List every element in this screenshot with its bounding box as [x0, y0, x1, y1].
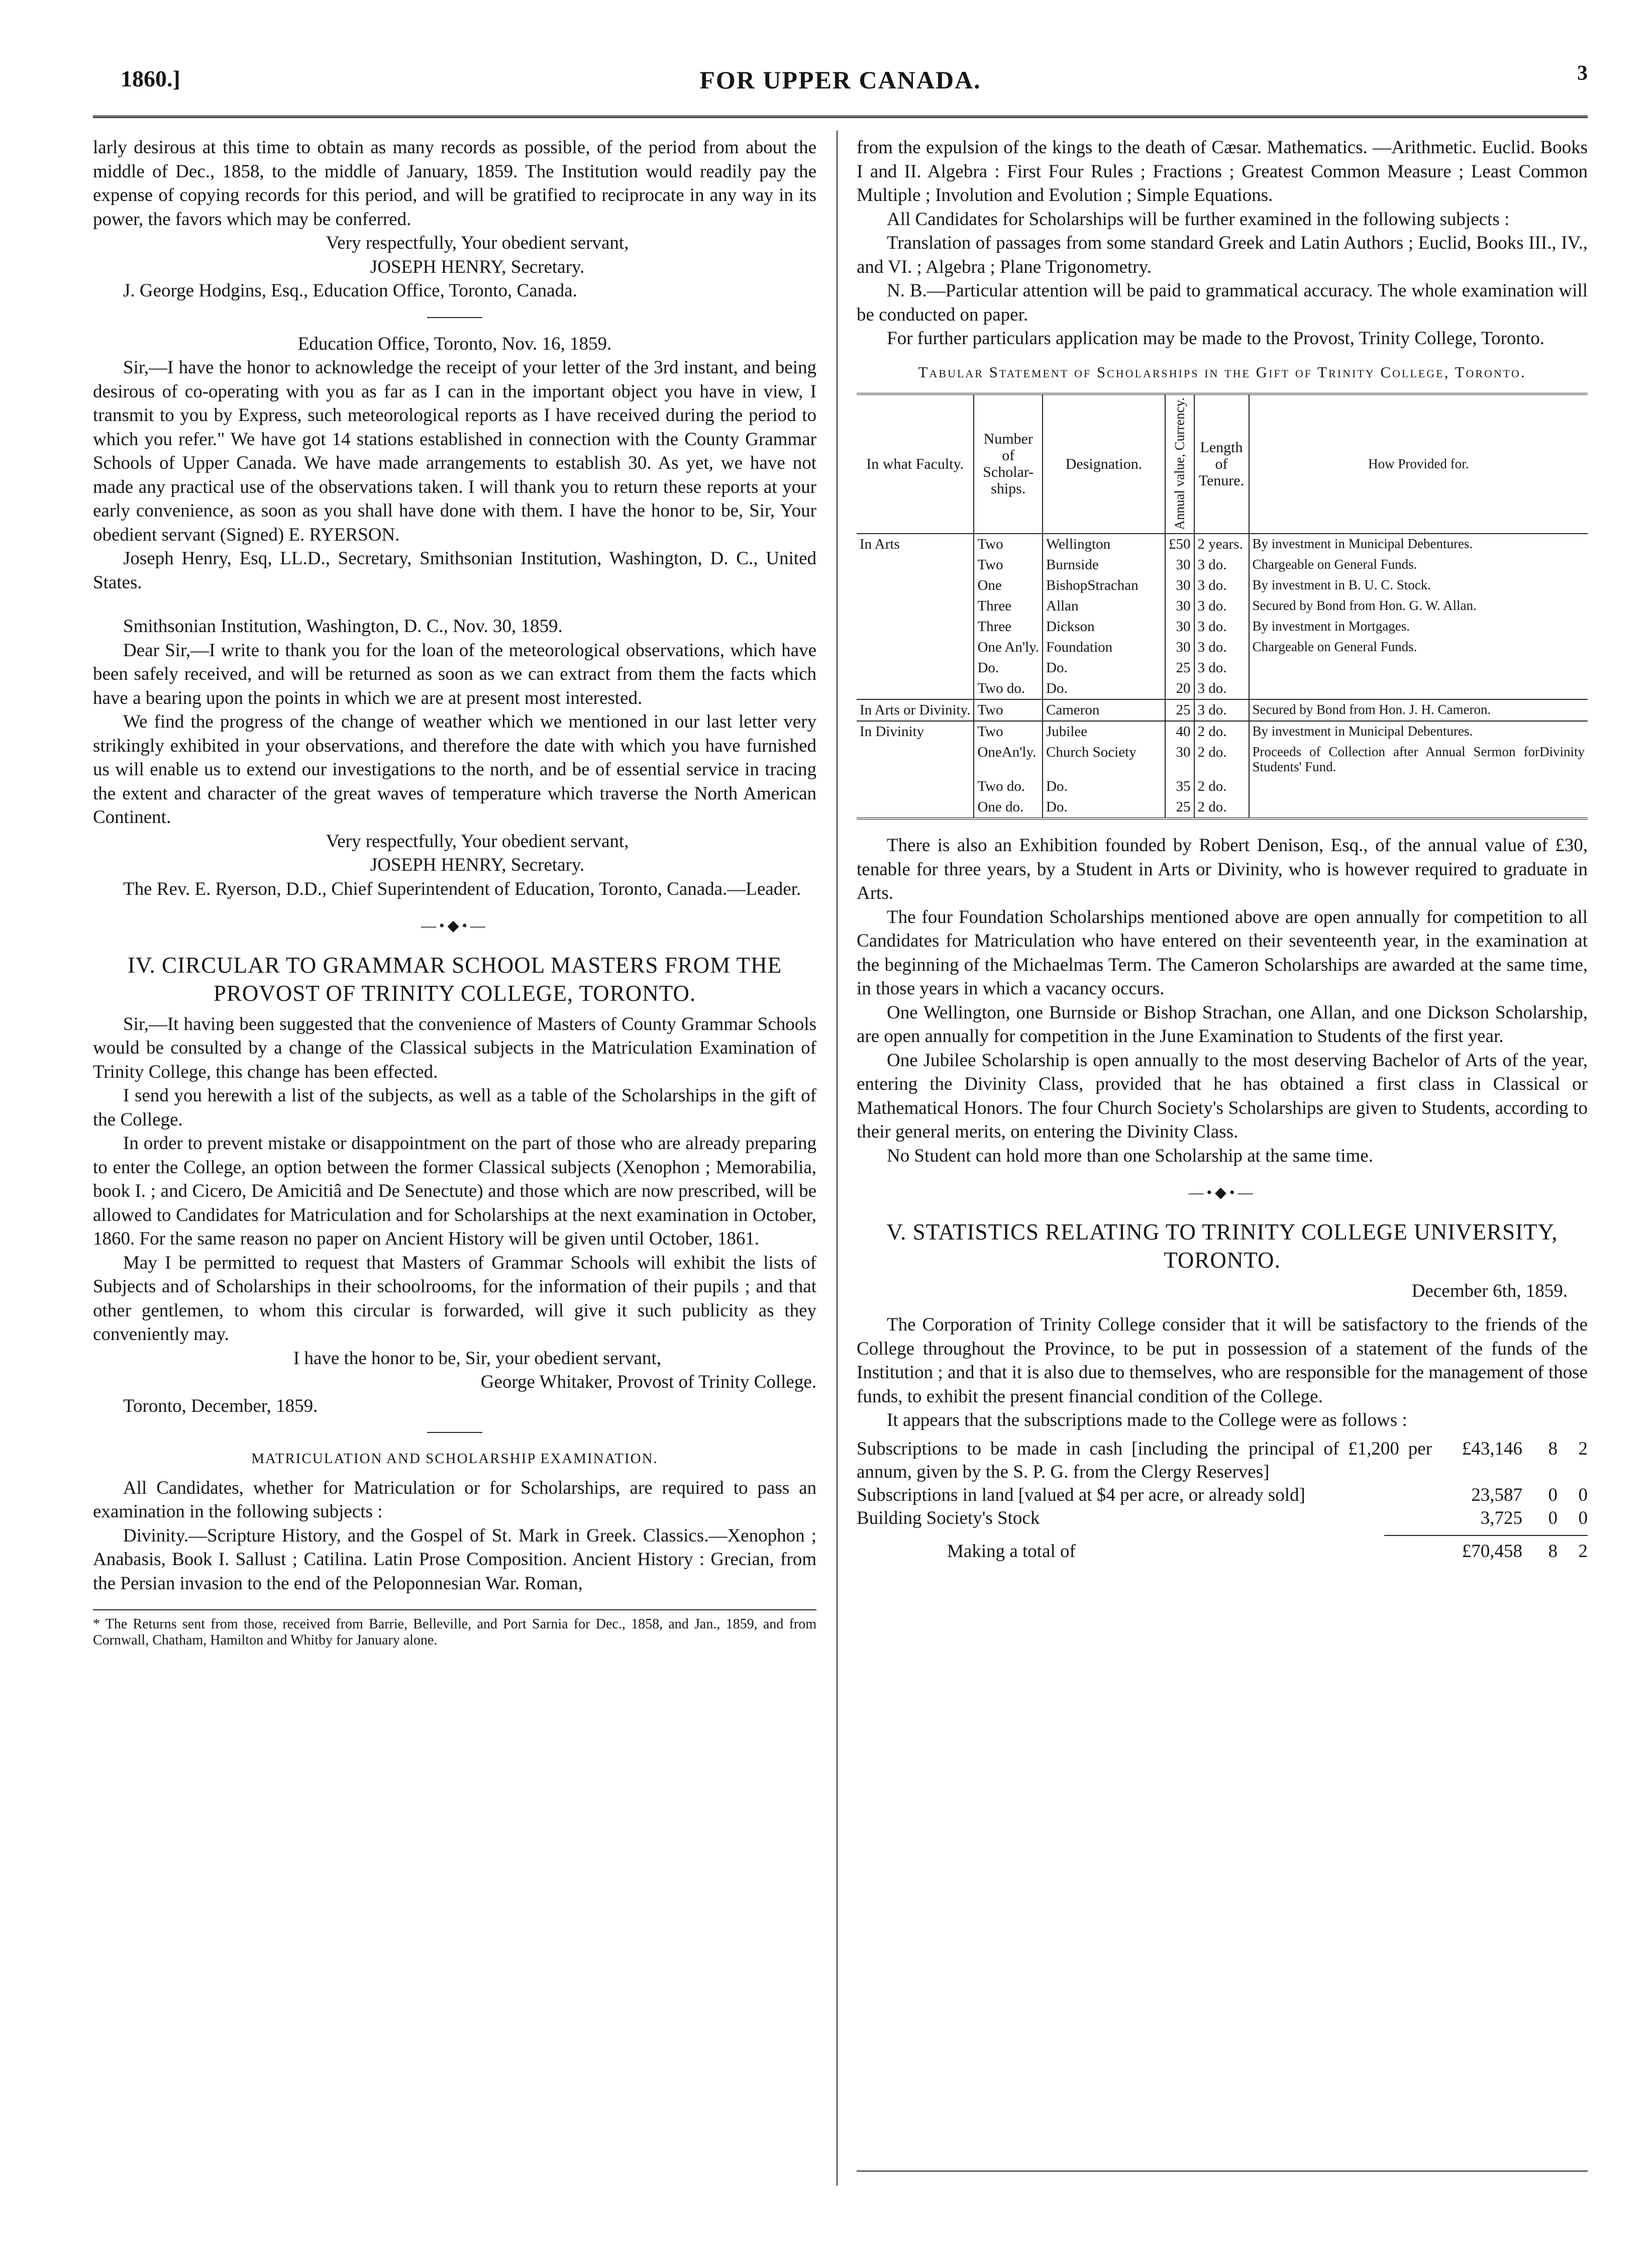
right-column [857, 136, 1588, 1563]
header-faculty: In what Faculty. [857, 394, 974, 534]
value-cell: 30 [1165, 555, 1194, 575]
matriculation-p1: All Candidates, whether for Matriculation or for Scholarships, are required to pass an examination in the following subjects : [93, 1477, 816, 1522]
ledger-total-row [857, 1540, 1588, 1563]
number-cell: Two [974, 555, 1043, 575]
number-cell: One do. [974, 797, 1043, 818]
tenure-cell: 3 do. [1194, 658, 1249, 678]
faculty-cell [857, 797, 974, 818]
table-row [857, 555, 1588, 575]
provided-cell: Chargeable on General Funds. [1252, 639, 1417, 655]
ledger-row [857, 1484, 1588, 1507]
tenure-cell: 2 years. [1194, 534, 1249, 555]
total-amount: £70,458 [1462, 1540, 1522, 1562]
provided-cell [1249, 658, 1588, 678]
provided-cell: Chargeable on General Funds. [1252, 557, 1417, 572]
value-cell: 20 [1165, 678, 1194, 699]
number-cell: OneAn'ly. [974, 742, 1043, 776]
table-row [857, 575, 1588, 596]
designation-cell: Church Society [1043, 742, 1165, 776]
provided-cell [1249, 776, 1588, 797]
section-5-p1: The Corporation of Trinity College consider that it will be satisfactory to the friends of the College throughout the Province, to be put in possession of a statement of the funds of the Institution ; and that it is also due to themselves, who are responsible for the management of those funds, to exhibit the present financial condition of the College. [857, 1314, 1588, 1407]
tenure-cell: 3 do. [1194, 637, 1249, 658]
number-cell: Two do. [974, 776, 1043, 797]
designation-cell: BishopStrachan [1043, 575, 1165, 596]
total-label: Making a total of [947, 1540, 1076, 1562]
ledger-row [857, 1437, 1588, 1484]
provided-cell: By investment in B. U. C. Stock. [1252, 577, 1431, 593]
faculty-cell [857, 658, 974, 678]
ledger-amount: 23,587 [1471, 1484, 1522, 1505]
tenure-cell: 3 do. [1194, 596, 1249, 616]
value-cell: 30 [1165, 742, 1194, 776]
provided-cell: Secured by Bond from Hon. J. H. Cameron. [1249, 699, 1588, 721]
total-rule [1384, 1535, 1588, 1536]
table-title: Tabular Statement of Scholarships in the Gift of Trinity College, Toronto. [918, 363, 1526, 381]
separator-rule [427, 1432, 482, 1433]
number-cell: One [974, 575, 1043, 596]
provided-cell: By investment in Municipal Debentures. [1249, 721, 1588, 742]
letter-2: Sir,—I have the honor to acknowledge the receipt of your letter of the 3rd instant, and being desirous of co-operating with you as far as I can in the important object you have in view, I transmit to you by Express, such meteorological reports as I have received during the period to which you refer." We have got 14 stations established in connection with the County Grammar Schools of Upper Canada. We have made arrangements to establish 30. As yet, we have not made any practical use of the observations taken. I will thank you to return these reports at your early convenience, as soon as you shall have done with them. I have the honor to be, Sir, Your obedient servant (Signed) E. RYERSON. [93, 357, 816, 545]
table-row [857, 776, 1588, 797]
faculty-cell: In Arts [857, 534, 974, 555]
circular-closing: I have the honor to be, Sir, your obedient servant, [293, 1348, 662, 1369]
continued-p3: Translation of passages from some standard Greek and Latin Authors ; Euclid, Books III., IV., and VI. ; Algebra ; Plane Trigonometry. [857, 233, 1588, 277]
dateline-2: Education Office, Toronto, Nov. 16, 1859. [297, 333, 612, 354]
ledger-shillings: 8 [1548, 1438, 1558, 1459]
provided-cell [1249, 678, 1588, 699]
scholarship-table [857, 393, 1588, 820]
ledger-pence: 2 [1578, 1438, 1588, 1459]
ornament-divider: —•◆•— [421, 917, 489, 934]
table-row [857, 637, 1588, 658]
number-cell: Do. [974, 658, 1043, 678]
tenure-cell: 3 do. [1194, 699, 1249, 721]
header-title: FOR UPPER CANADA. [699, 66, 981, 94]
continued-p4: N. B.—Particular attention will be paid to grammatical accuracy. The whole examination will be conducted on paper. [857, 280, 1588, 325]
continued-p1: from the expulsion of the kings to the death of Cæsar. Mathematics. —Arithmetic. Euclid. Books I and II. Algebra : First Four Rules ; Fractions ; Greatest Common Measure ; Least Common Multiple ; Involution and Evolution ; Simple Equations. [857, 137, 1588, 205]
ledger-amount: £43,146 [1462, 1438, 1522, 1459]
number-cell: Three [974, 596, 1043, 616]
provided-cell: By investment in Mortgages. [1252, 619, 1410, 634]
circular-p1: Sir,—It having been suggested that the convenience of Masters of County Grammar Schools would be consulted by a change of the Classical subjects in the Matriculation Examination of Trinity College, this change has been effected. [93, 1013, 816, 1082]
signature-1: JOSEPH HENRY, Secretary. [370, 256, 585, 277]
table-row [857, 658, 1588, 678]
designation-cell: Do. [1043, 797, 1165, 818]
value-cell: 25 [1165, 699, 1194, 721]
matriculation-heading: MATRICULATION AND SCHOLARSHIP EXAMINATION. [251, 1451, 658, 1467]
signature-3: JOSEPH HENRY, Secretary. [370, 855, 585, 875]
table-body [857, 534, 1588, 818]
ledger-desc: Building Society's Stock [857, 1507, 1040, 1528]
designation-cell: Allan [1043, 596, 1165, 616]
table-row [857, 616, 1588, 637]
designation-cell: Do. [1043, 678, 1165, 699]
header-designation: Designation. [1043, 394, 1165, 534]
ledger-amount: 3,725 [1480, 1507, 1522, 1528]
faculty-cell: In Divinity [857, 721, 974, 742]
provided-cell [1249, 797, 1588, 818]
circular-signature: George Whitaker, Provost of Trinity College. [480, 1372, 816, 1392]
tenure-cell: 2 do. [1194, 721, 1249, 742]
section-5-heading: V. STATISTICS RELATING TO TRINITY COLLEGE UNIVERSITY, TORONTO. [886, 1219, 1558, 1273]
designation-cell: Cameron [1043, 699, 1165, 721]
dateline-3: Smithsonian Institution, Washington, D. C., Nov. 30, 1859. [123, 616, 563, 637]
closing-1: Very respectfully, Your obedient servant, [326, 233, 629, 253]
faculty-cell [857, 616, 974, 637]
continued-p2: All Candidates for Scholarships will be further examined in the following subjects : [887, 209, 1510, 230]
value-cell: 25 [1165, 797, 1194, 818]
ledger-row [857, 1507, 1588, 1530]
tenure-cell: 3 do. [1194, 678, 1249, 699]
faculty-cell [857, 742, 974, 776]
value-cell: 30 [1165, 596, 1194, 616]
value-cell: 30 [1165, 637, 1194, 658]
provided-cell: Secured by Bond from Hon. G. W. Allan. [1252, 598, 1477, 613]
column-divider [837, 131, 838, 2186]
faculty-cell: In Arts or Divinity. [857, 699, 974, 721]
header-tenure: Length of Tenure. [1194, 394, 1249, 534]
ledger-desc: Subscriptions to be made in cash [including the principal of £1,200 per annum, given by the S. P. G. from the Clergy Reserves] [857, 1438, 1432, 1482]
section-5-date: December 6th, 1859. [1411, 1280, 1568, 1301]
circular-p2: I send you herewith a list of the subjects, as well as a table of the Scholarships in the gift of the College. [93, 1085, 816, 1130]
number-cell: One An'ly. [974, 637, 1043, 658]
provided-cell: By investment in Municipal Debentures. [1249, 534, 1588, 555]
footnote: * The Returns sent from those, received from Barrie, Belleville, and Port Sarnia for Dec., 1858, and Jan., 1859, and from Cornwall, Chatham, Hamilton and Whitby for January alone. [93, 1609, 816, 1649]
addressee-2: Joseph Henry, Esq, LL.D., Secretary, Smithsonian Institution, Washington, D. C., United States. [93, 548, 816, 593]
designation-cell: Foundation [1043, 637, 1165, 658]
continued-p5: For further particulars application may be made to the Provost, Trinity College, Toronto. [887, 328, 1544, 349]
tenure-cell: 3 do. [1194, 575, 1249, 596]
value-cell: 25 [1165, 658, 1194, 678]
value-cell: 35 [1165, 776, 1194, 797]
designation-cell: Wellington [1043, 534, 1165, 555]
header-number: Number of Scholar-ships. [974, 394, 1043, 534]
addressee-3: The Rev. E. Ryerson, D.D., Chief Superintendent of Education, Toronto, Canada.—Leader. [123, 878, 801, 899]
total-pence: 2 [1578, 1540, 1588, 1562]
value-cell: 40 [1165, 721, 1194, 742]
table-row [857, 742, 1588, 776]
number-cell: Two [974, 534, 1043, 555]
table-row [857, 797, 1588, 818]
left-column [93, 136, 816, 1649]
table-row [857, 534, 1588, 555]
circular-p3: In order to prevent mistake or disappointment on the part of those who are already preparing to enter the College, an option between the former Classical subjects (Xenophon ; Memorabilia, book I. ; and Cicero, De Amicitiâ and De Senectute) and those which are now prescribed, will be allowed to Candidates for Matriculation and for Scholarships at the next examination in October, 1860. For the same reason no paper on Ancient History will be given until October, 1861. [93, 1133, 816, 1249]
section-5-p2: It appears that the subscriptions made to the College were as follows : [887, 1410, 1407, 1431]
faculty-cell [857, 776, 974, 797]
faculty-cell [857, 637, 974, 658]
tenure-cell: 2 do. [1194, 742, 1249, 776]
faculty-cell [857, 555, 974, 575]
designation-cell: Do. [1043, 658, 1165, 678]
faculty-cell [857, 575, 974, 596]
tenure-cell: 3 do. [1194, 616, 1249, 637]
header-annual-value: Annual value, Currency. [1165, 394, 1194, 534]
circular-p4: May I be permitted to request that Masters of Grammar Schools will exhibit the lists of Subjects and of Scholarships in their schoolrooms, for the information of their pupils ; and that other gentlemen, to whom this circular is forwarded, will give it such publicity as they conveniently may. [93, 1252, 816, 1345]
matriculation-p2: Divinity.—Scripture History, and the Gospel of St. Mark in Greek. Classics.—Xenophon ; Anabasis, Book I. Sallust ; Catilina. Latin Prose Composition. Ancient History : Grecian, from the Persian invasion to the end of the Peloponnesian War. Roman, [93, 1525, 816, 1594]
opening-paragraph: larly desirous at this time to obtain as many records as possible, of the period from about the middle of Dec., 1858, to the middle of January, 1859. The Institution would readily pay the expense of copying records for this period, and will be gratified to reciprocate in any way in its power, the favors which may be conferred. [93, 137, 816, 230]
post-p2: The four Foundation Scholarships mentioned above are open annually for competition to all Candidates for Matriculation who have entered on their seventeenth year, in the examination at the beginning of the Michaelmas Term. The Cameron Scholarships are awarded at the same time, in those years in which a vacancy occurs. [857, 906, 1588, 999]
table-row [857, 596, 1588, 616]
tenure-cell: 3 do. [1194, 555, 1249, 575]
page-header [93, 55, 1588, 118]
post-p3: One Wellington, one Burnside or Bishop Strachan, one Allan, and one Dickson Scholarship, are open annually for competition in the June Examination to Students of the first year. [857, 1002, 1588, 1047]
bottom-rule [857, 2171, 1588, 2172]
number-cell: Two [974, 721, 1043, 742]
separator-rule [427, 317, 482, 318]
designation-cell: Dickson [1043, 616, 1165, 637]
circular-date: Toronto, December, 1859. [123, 1395, 318, 1416]
ledger-desc: Subscriptions in land [valued at $4 per acre, or already sold] [857, 1484, 1305, 1505]
addressee-1: J. George Hodgins, Esq., Education Office, Toronto, Canada. [123, 280, 577, 301]
ornament-divider: —•◆•— [1188, 1184, 1256, 1201]
number-cell: Two [974, 699, 1043, 721]
ledger-pence: 0 [1578, 1507, 1588, 1528]
post-p4: One Jubilee Scholarship is open annually to the most deserving Bachelor of Arts of the year, entering the Divinity Class, provided that he has obtained a first class in Classical or Mathematical Honors. The four Church Society's Scholarships are given to Students, according to their general merits, on entering the Divinity Class. [857, 1050, 1588, 1143]
ledger-shillings: 0 [1548, 1507, 1558, 1528]
header-year: 1860.] [121, 66, 180, 91]
letter-3-p1: Dear Sir,—I write to thank you for the loan of the meteorological observations, which have been safely received, and will be returned as soon as we can extract from them the facts which have a bearing upon the points in which we are at present most interested. [93, 640, 816, 708]
table-header-row [857, 394, 1588, 534]
letter-3-p2: We find the progress of the change of weather which we mentioned in our last letter very strikingly exhibited in your observations, and therefore the date with which you have furnished us will enable us to extend our investigations to the north, and be of essential service in tracing the extent and character of the great waves of temperature which traverse the North American Continent. [93, 711, 816, 828]
table-row [857, 678, 1588, 699]
tenure-cell: 2 do. [1194, 776, 1249, 797]
header-provided: How Provided for. [1249, 394, 1588, 534]
value-cell: 30 [1165, 575, 1194, 596]
section-4-heading: IV. CIRCULAR TO GRAMMAR SCHOOL MASTERS FROM THE PROVOST OF TRINITY COLLEGE, TORONTO. [127, 952, 782, 1006]
number-cell: Three [974, 616, 1043, 637]
total-shillings: 8 [1548, 1540, 1558, 1562]
designation-cell: Do. [1043, 776, 1165, 797]
document-page [93, 55, 1588, 2231]
designation-cell: Jubilee [1043, 721, 1165, 742]
designation-cell: Burnside [1043, 555, 1165, 575]
closing-3: Very respectfully, Your obedient servant, [326, 831, 629, 852]
table-row [857, 699, 1588, 721]
ledger-pence: 0 [1578, 1484, 1588, 1505]
faculty-cell [857, 678, 974, 699]
ledger-shillings: 0 [1548, 1484, 1558, 1505]
faculty-cell [857, 596, 974, 616]
number-cell: Two do. [974, 678, 1043, 699]
value-cell: 30 [1165, 616, 1194, 637]
subscription-ledger [857, 1437, 1588, 1563]
tenure-cell: 2 do. [1194, 797, 1249, 818]
table-row [857, 721, 1588, 742]
page-number: 3 [1577, 62, 1588, 85]
provided-cell: Proceeds of Collection after Annual Sermon forDivinity Students' Fund. [1252, 744, 1585, 775]
post-p1: There is also an Exhibition founded by Robert Denison, Esq., of the annual value of £30, tenable for three years, by a Student in Arts or Divinity, who is however required to graduate in Arts. [857, 835, 1588, 904]
value-cell: £50 [1165, 534, 1194, 555]
post-p5: No Student can hold more than one Scholarship at the same time. [887, 1145, 1373, 1166]
